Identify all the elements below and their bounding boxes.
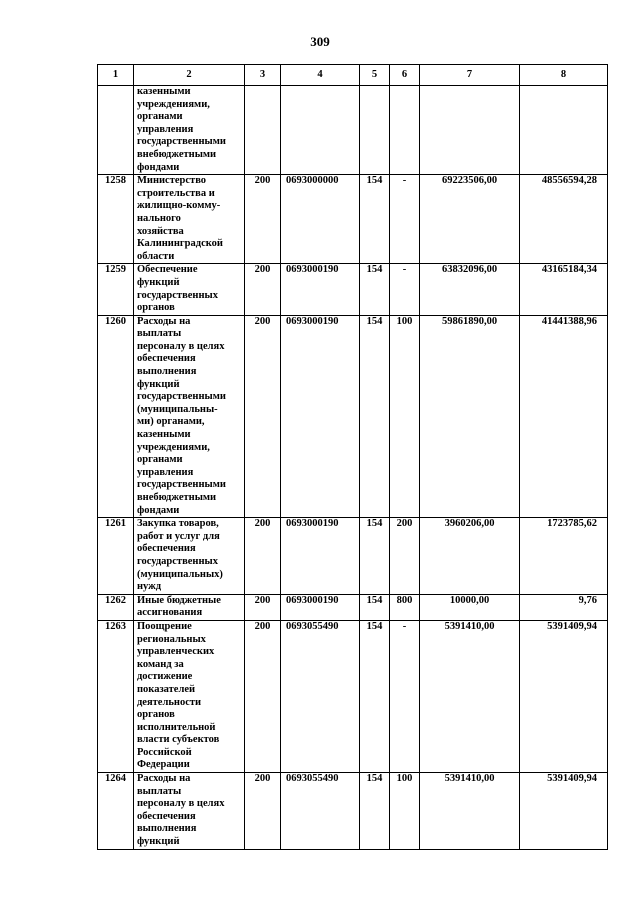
cell-col6: 100 [390, 773, 420, 850]
cell-amount-planned: 59861890,00 [420, 315, 520, 518]
cell-amount-planned: 5391410,00 [420, 620, 520, 772]
column-header: 8 [520, 65, 608, 86]
cell-col6: 200 [390, 518, 420, 595]
cell-amount-actual: 9,76 [520, 594, 608, 620]
cell-code: 0693000190 [281, 594, 360, 620]
cell-col5: 154 [360, 620, 390, 772]
cell-code: 0693055490 [281, 773, 360, 850]
column-header: 1 [98, 65, 134, 86]
cell-amount-actual: 5391409,94 [520, 620, 608, 772]
row-name: Расходы на выплаты персоналу в целях обеспечения выполнения функций [134, 773, 245, 850]
cell-amount-planned: 63832096,00 [420, 264, 520, 315]
cell-col3: 200 [245, 773, 281, 850]
cell-col5: 154 [360, 773, 390, 850]
cell-amount-actual: 1723785,62 [520, 518, 608, 595]
table-row [98, 620, 608, 772]
row-number: 1262 [98, 594, 134, 620]
cell-code: 0693000190 [281, 518, 360, 595]
row-name: Расходы на выплаты персоналу в целях обеспечения выполнения функций государственными (муниципальны- ми) органами, казенными учреждениями, органами управления государственными внебюджетными фондами [134, 315, 245, 518]
cell-col3: 200 [245, 315, 281, 518]
column-header: 3 [245, 65, 281, 86]
row-number: 1259 [98, 264, 134, 315]
column-header: 2 [134, 65, 245, 86]
cell-col5: 154 [360, 175, 390, 264]
cell-amount-planned [420, 86, 520, 175]
row-name: Министерство строительства и жилищно-комму- нального хозяйства Калининградской области [134, 175, 245, 264]
cell-col6: - [390, 620, 420, 772]
cell-amount-actual: 41441388,96 [520, 315, 608, 518]
cell-amount-actual: 43165184,34 [520, 264, 608, 315]
cell-code: 0693055490 [281, 620, 360, 772]
cell-col3: 200 [245, 620, 281, 772]
table-row [98, 86, 608, 175]
cell-amount-planned: 10000,00 [420, 594, 520, 620]
column-header: 7 [420, 65, 520, 86]
cell-code [281, 86, 360, 175]
row-number: 1260 [98, 315, 134, 518]
cell-amount-planned: 5391410,00 [420, 773, 520, 850]
cell-col3: 200 [245, 175, 281, 264]
budget-table [97, 64, 608, 850]
cell-col3: 200 [245, 594, 281, 620]
cell-code: 0693000190 [281, 315, 360, 518]
cell-amount-actual [520, 86, 608, 175]
cell-col5: 154 [360, 594, 390, 620]
cell-col5: 154 [360, 264, 390, 315]
row-number: 1264 [98, 773, 134, 850]
row-number: 1261 [98, 518, 134, 595]
cell-amount-actual: 5391409,94 [520, 773, 608, 850]
row-name: Иные бюджетные ассигнования [134, 594, 245, 620]
row-name: казенными учреждениями, органами управления государственными внебюджетными фондами [134, 86, 245, 175]
table-row [98, 773, 608, 850]
row-number [98, 86, 134, 175]
column-header: 5 [360, 65, 390, 86]
cell-col3: 200 [245, 264, 281, 315]
cell-col5 [360, 86, 390, 175]
table-row [98, 264, 608, 315]
cell-code: 0693000000 [281, 175, 360, 264]
column-header: 6 [390, 65, 420, 86]
header-row [98, 65, 608, 86]
cell-amount-planned: 3960206,00 [420, 518, 520, 595]
cell-col6 [390, 86, 420, 175]
row-name: Закупка товаров, работ и услуг для обеспечения государственных (муниципальных) нужд [134, 518, 245, 595]
row-name: Поощрение региональных управленческих команд за достижение показателей деятельности органов исполнительной власти субъектов Российской Федерации [134, 620, 245, 772]
cell-col3: 200 [245, 518, 281, 595]
cell-col3 [245, 86, 281, 175]
column-header: 4 [281, 65, 360, 86]
table-row [98, 594, 608, 620]
table-row [98, 175, 608, 264]
row-number: 1258 [98, 175, 134, 264]
cell-code: 0693000190 [281, 264, 360, 315]
cell-amount-planned: 69223506,00 [420, 175, 520, 264]
cell-amount-actual: 48556594,28 [520, 175, 608, 264]
row-name: Обеспечение функций государственных органов [134, 264, 245, 315]
cell-col5: 154 [360, 315, 390, 518]
page-number: 309 [310, 34, 330, 49]
cell-col6: 100 [390, 315, 420, 518]
cell-col5: 154 [360, 518, 390, 595]
cell-col6: - [390, 264, 420, 315]
cell-col6: 800 [390, 594, 420, 620]
table-row [98, 315, 608, 518]
table-row [98, 518, 608, 595]
row-number: 1263 [98, 620, 134, 772]
cell-col6: - [390, 175, 420, 264]
